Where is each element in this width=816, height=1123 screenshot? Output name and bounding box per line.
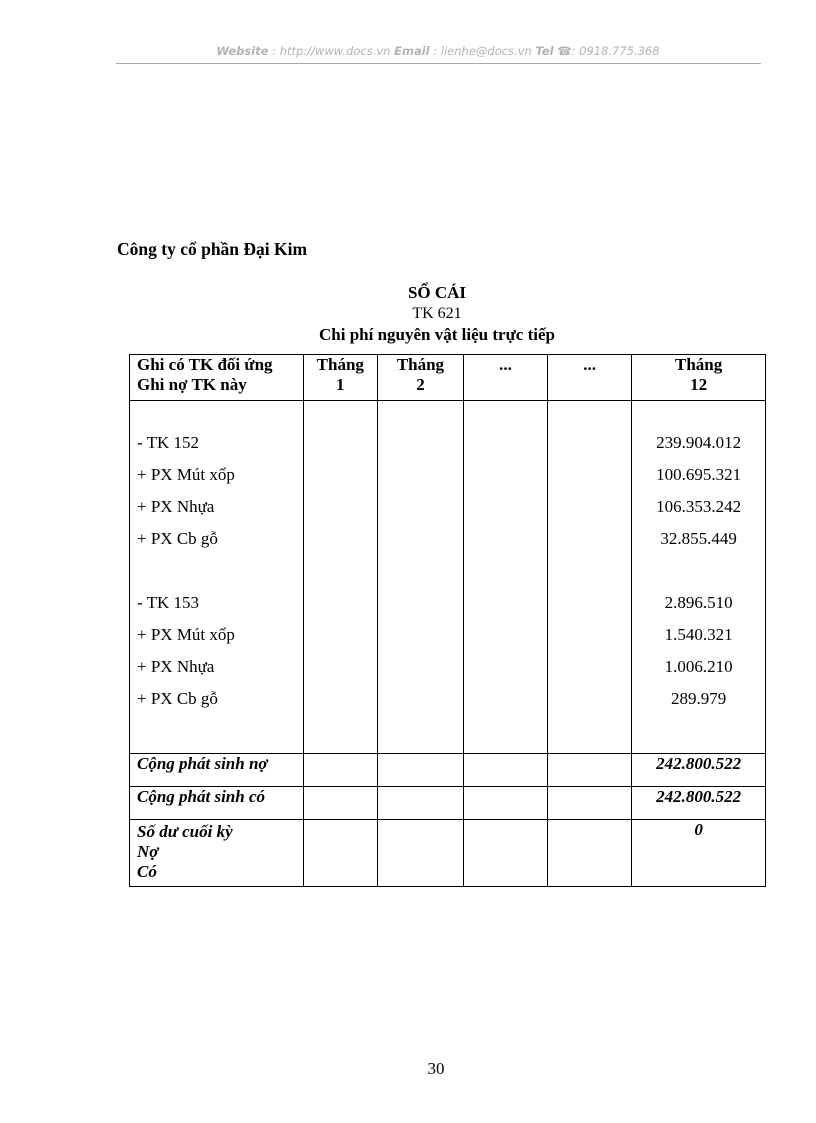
list-item: - TK 153 bbox=[137, 593, 200, 612]
list-item-value: 1.006.210 bbox=[664, 657, 733, 676]
month-1-cell bbox=[303, 401, 377, 754]
ending-balance-label: Số dư cuối kỳ bbox=[137, 822, 233, 841]
debit-total-row bbox=[130, 754, 766, 787]
credit-total-label: Cộng phát sinh có bbox=[130, 787, 304, 820]
list-item: + PX Cb gỗ bbox=[137, 529, 218, 548]
email-value[interactable]: : lienhe@docs.vn bbox=[429, 44, 536, 58]
header-ellipsis-2: ... bbox=[548, 355, 632, 401]
header-row bbox=[130, 355, 766, 401]
phone-icon: ☎ bbox=[557, 44, 572, 58]
detail-values bbox=[632, 401, 766, 754]
list-item-value: 239.904.012 bbox=[656, 433, 742, 452]
ledger-title: SỔ CÁI bbox=[407, 283, 467, 302]
credit-total-value: 242.800.522 bbox=[632, 787, 766, 820]
credit-total-row bbox=[130, 787, 766, 820]
header-month-2: Tháng 2 bbox=[377, 355, 463, 401]
header-ellipsis-1: ... bbox=[463, 355, 547, 401]
detail-row bbox=[130, 401, 766, 754]
list-item-value: 106.353.242 bbox=[656, 497, 742, 516]
tel-label: Tel bbox=[535, 44, 554, 58]
header-divider bbox=[116, 63, 761, 64]
list-item: + PX Cb gỗ bbox=[137, 689, 218, 708]
company-name: Công ty cổ phần Đại Kim bbox=[117, 239, 308, 259]
ending-credit-label: Có bbox=[137, 862, 157, 881]
month-2-cell bbox=[377, 401, 463, 754]
ending-balance-value: 0 bbox=[632, 820, 766, 887]
header-month-12: Tháng 12 bbox=[632, 355, 766, 401]
ledger-table bbox=[129, 354, 766, 887]
list-item: + PX Nhựa bbox=[137, 497, 215, 516]
ending-balance-row bbox=[130, 820, 766, 887]
list-item-value: 2.896.510 bbox=[664, 593, 733, 612]
detail-labels bbox=[130, 401, 304, 754]
list-item: + PX Nhựa bbox=[137, 657, 215, 676]
header-month-1: Tháng 1 bbox=[303, 355, 377, 401]
list-item: + PX Mút xốp bbox=[137, 465, 235, 484]
list-item-value: 32.855.449 bbox=[660, 529, 737, 548]
website-value[interactable]: : http://www.docs.vn bbox=[268, 44, 395, 58]
tel-value: : 0918.775.368 bbox=[571, 44, 660, 58]
debit-total-value: 242.800.522 bbox=[632, 754, 766, 787]
list-item-value: 100.695.321 bbox=[656, 465, 742, 484]
list-item: + PX Mút xốp bbox=[137, 625, 235, 644]
title-block bbox=[120, 282, 754, 345]
page-number: 30 bbox=[427, 1059, 445, 1078]
header-account-column: Ghi có TK đối ứng Ghi nợ TK này bbox=[130, 355, 304, 401]
email-label: Email bbox=[394, 44, 430, 58]
ellipsis-2-cell bbox=[548, 401, 632, 754]
account-number: TK 621 bbox=[412, 305, 462, 322]
page-header bbox=[116, 44, 760, 58]
ending-debit-label: Nợ bbox=[137, 842, 159, 861]
list-item-value: 1.540.321 bbox=[664, 625, 733, 644]
debit-total-label: Cộng phát sinh nợ bbox=[130, 754, 304, 787]
ellipsis-1-cell bbox=[463, 401, 547, 754]
list-item: - TK 152 bbox=[137, 433, 200, 452]
account-description: Chi phí nguyên vật liệu trực tiếp bbox=[319, 325, 555, 344]
list-item-value: 289.979 bbox=[670, 689, 727, 708]
ending-balance-labels bbox=[130, 820, 304, 887]
website-label: Website bbox=[216, 44, 269, 58]
